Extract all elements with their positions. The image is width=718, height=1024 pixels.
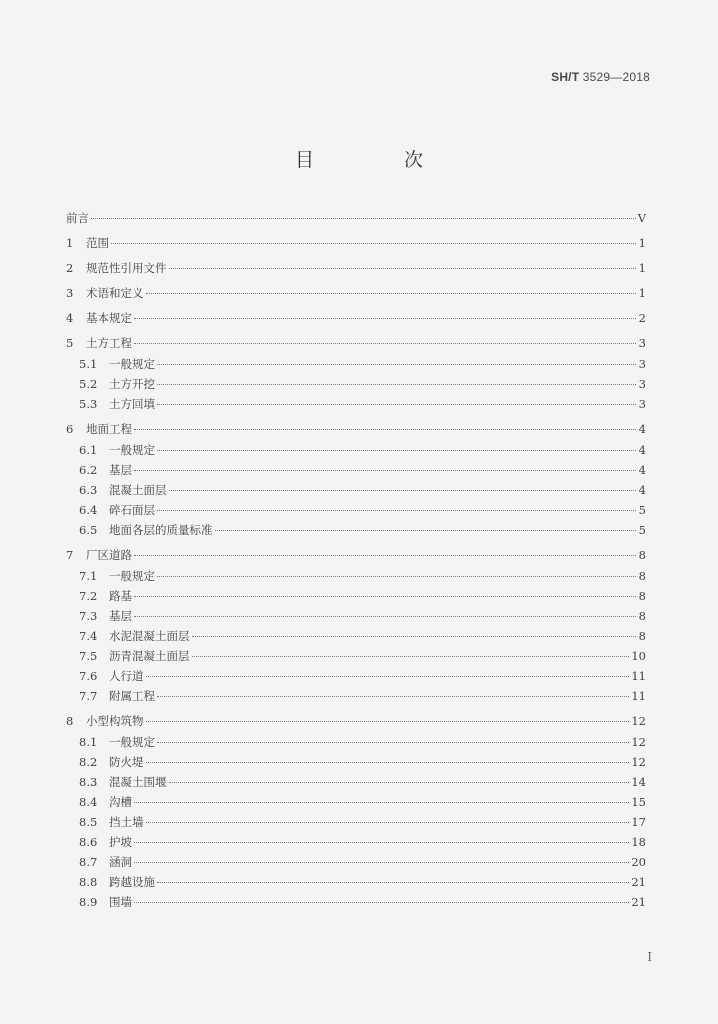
toc-entry-page: 8 — [638, 629, 646, 643]
toc-entry-page: V — [637, 211, 646, 225]
toc-entry-number: 5.2 — [79, 377, 98, 391]
dot-leader — [134, 555, 636, 556]
dot-leader — [134, 842, 629, 843]
toc-entry-page: 12 — [631, 755, 646, 769]
toc-entry[interactable] — [66, 589, 646, 603]
dot-leader — [134, 429, 636, 430]
toc-entry-page: 11 — [631, 669, 646, 683]
toc-entry-page: 8 — [638, 589, 646, 603]
standard-code-prefix: SH/T — [551, 70, 580, 84]
toc-entry-title: 水泥混凝土面层 — [109, 629, 190, 643]
toc-entry[interactable] — [66, 311, 646, 325]
toc-entry[interactable] — [66, 236, 646, 250]
toc-entry[interactable] — [66, 261, 646, 275]
toc-entry[interactable] — [66, 714, 646, 728]
toc-entry-number: 8.5 — [79, 815, 98, 829]
toc-entry-number: 6.4 — [79, 503, 98, 517]
toc-entry[interactable] — [66, 336, 646, 350]
toc-entry-title: 范围 — [86, 236, 109, 250]
toc-entry[interactable] — [66, 895, 646, 909]
dot-leader — [134, 596, 636, 597]
toc-entry-title: 术语和定义 — [86, 286, 144, 300]
toc-entry-page: 2 — [638, 311, 646, 325]
dot-leader — [157, 510, 636, 511]
toc-entry-number: 8.1 — [79, 735, 98, 749]
toc-entry-page: 3 — [638, 397, 646, 411]
toc-entry-title: 一般规定 — [109, 569, 155, 583]
toc-entry-number: 8.2 — [79, 755, 98, 769]
toc-entry[interactable] — [66, 649, 646, 663]
toc-entry-title: 混凝土围堰 — [109, 775, 167, 789]
toc-entry-number: 6.2 — [79, 463, 98, 477]
toc-entry-page: 1 — [638, 286, 646, 300]
toc-entry-page: 20 — [631, 855, 646, 869]
toc-entry-title: 挡土墙 — [109, 815, 144, 829]
toc-entry-title: 沥青混凝土面层 — [109, 649, 190, 663]
toc-entry-page: 10 — [631, 649, 646, 663]
toc-entry[interactable] — [66, 755, 646, 769]
dot-leader — [169, 782, 630, 783]
toc-entry[interactable] — [66, 548, 646, 562]
dot-leader — [157, 450, 636, 451]
toc-entry-number: 6 — [66, 422, 74, 436]
dot-leader — [157, 742, 629, 743]
dot-leader — [146, 822, 630, 823]
toc-entry-page: 4 — [638, 443, 646, 457]
dot-leader — [146, 721, 630, 722]
dot-leader — [157, 576, 636, 577]
toc-entry[interactable] — [66, 795, 646, 809]
toc-entry-number: 8.9 — [79, 895, 98, 909]
toc-entry[interactable] — [66, 397, 646, 411]
toc-entry-number: 4 — [66, 311, 74, 325]
toc-entry[interactable] — [66, 286, 646, 300]
toc-entry-title: 碎石面层 — [109, 503, 155, 517]
dot-leader — [146, 762, 630, 763]
toc-entry-number: 6.5 — [79, 523, 98, 537]
toc-entry-page: 21 — [631, 895, 646, 909]
dot-leader — [134, 802, 629, 803]
dot-leader — [157, 404, 636, 405]
dot-leader — [134, 862, 629, 863]
toc-entry-number: 8.4 — [79, 795, 98, 809]
toc-entry-page: 11 — [631, 689, 646, 703]
toc-entry-number: 7.6 — [79, 669, 98, 683]
toc-entry-title: 路基 — [109, 589, 132, 603]
toc-entry-title: 厂区道路 — [86, 548, 132, 562]
toc-entry-number: 3 — [66, 286, 74, 300]
toc-entry-number: 8.7 — [79, 855, 98, 869]
dot-leader — [192, 636, 637, 637]
toc-entry-number: 7.5 — [79, 649, 98, 663]
toc-entry[interactable] — [66, 875, 646, 889]
toc-entry-number: 6.1 — [79, 443, 98, 457]
dot-leader — [157, 384, 636, 385]
toc-entry-title: 土方开挖 — [109, 377, 155, 391]
dot-leader — [157, 882, 629, 883]
toc-entry-number: 5 — [66, 336, 74, 350]
footer-page-number: I — [647, 950, 652, 964]
toc-entry-title: 跨越设施 — [109, 875, 155, 889]
toc-entry-title: 一般规定 — [109, 357, 155, 371]
standard-code — [551, 70, 650, 84]
dot-leader — [134, 902, 629, 903]
dot-leader — [192, 656, 630, 657]
toc-entry-title: 小型构筑物 — [86, 714, 144, 728]
toc-entry-page: 15 — [631, 795, 646, 809]
toc-entry[interactable] — [66, 569, 646, 583]
toc-entry-page: 4 — [638, 463, 646, 477]
toc-entry-title: 规范性引用文件 — [86, 261, 167, 275]
toc-entry-page: 8 — [638, 548, 646, 562]
toc-entry-page: 3 — [638, 377, 646, 391]
toc-entry-title: 土方工程 — [86, 336, 132, 350]
toc-entry-page: 12 — [631, 714, 646, 728]
toc-entry[interactable] — [66, 669, 646, 683]
toc-entry-title: 沟槽 — [109, 795, 132, 809]
toc-entry[interactable] — [66, 443, 646, 457]
toc-entry-page: 1 — [638, 236, 646, 250]
toc-entry[interactable] — [66, 689, 646, 703]
toc-entry-title: 附属工程 — [109, 689, 155, 703]
toc-entry-page: 8 — [638, 569, 646, 583]
toc-entry-number: 5.3 — [79, 397, 98, 411]
toc-entry-page: 21 — [631, 875, 646, 889]
toc-entry-number: 7 — [66, 548, 74, 562]
toc-entry-page: 4 — [638, 483, 646, 497]
toc-entry[interactable] — [66, 463, 646, 477]
dot-leader — [91, 218, 636, 219]
dot-leader — [157, 364, 636, 365]
toc-entry[interactable] — [66, 815, 646, 829]
toc-entry-page: 3 — [638, 336, 646, 350]
toc-entry-title: 一般规定 — [109, 443, 155, 457]
dot-leader — [134, 318, 636, 319]
toc-entry[interactable] — [66, 609, 646, 623]
toc-entry-page: 4 — [638, 422, 646, 436]
toc-entry-page: 14 — [631, 775, 646, 789]
toc-entry-number: 7.4 — [79, 629, 98, 643]
toc-entry-title: 基本规定 — [86, 311, 132, 325]
toc-entry-title: 护坡 — [109, 835, 132, 849]
toc-entry-page: 18 — [631, 835, 646, 849]
toc-entry-title: 围墙 — [109, 895, 132, 909]
toc-entry-title: 涵洞 — [109, 855, 132, 869]
toc-entry-page: 3 — [638, 357, 646, 371]
toc-entry-title: 一般规定 — [109, 735, 155, 749]
page-title: 目 次 — [294, 149, 466, 171]
dot-leader — [169, 268, 637, 269]
toc-entry-number: 7.7 — [79, 689, 98, 703]
dot-leader — [111, 243, 636, 244]
dot-leader — [134, 343, 636, 344]
toc-entry[interactable] — [66, 855, 646, 869]
toc-entry-title: 地面工程 — [86, 422, 132, 436]
dot-leader — [134, 470, 636, 471]
toc-entry[interactable] — [66, 629, 646, 643]
toc-entry[interactable] — [66, 377, 646, 391]
toc-entry-page: 5 — [638, 523, 646, 537]
toc-entry-number: 8.8 — [79, 875, 98, 889]
toc-entry-page: 1 — [638, 261, 646, 275]
toc-entry[interactable] — [66, 483, 646, 497]
toc-entry[interactable] — [66, 422, 646, 436]
toc-entry-number: 7.3 — [79, 609, 98, 623]
toc-entry-number: 6.3 — [79, 483, 98, 497]
toc-entry-title: 混凝土面层 — [109, 483, 167, 497]
toc-entry-number: 5.1 — [79, 357, 98, 371]
toc-entry-number: 1 — [66, 236, 74, 250]
dot-leader — [146, 293, 637, 294]
toc-entry[interactable] — [66, 775, 646, 789]
dot-leader — [215, 530, 637, 531]
toc-entry-title: 基层 — [109, 609, 132, 623]
toc-entry-title: 地面各层的质量标准 — [109, 523, 213, 537]
dot-leader — [134, 616, 636, 617]
dot-leader — [169, 490, 637, 491]
toc-entry-title: 防火堤 — [109, 755, 144, 769]
toc-entry[interactable] — [66, 735, 646, 749]
toc-entry[interactable] — [66, 357, 646, 371]
toc-entry-number: 7.2 — [79, 589, 98, 603]
dot-leader — [157, 696, 629, 697]
toc-entry-page: 5 — [638, 503, 646, 517]
toc-entry-number: 7.1 — [79, 569, 98, 583]
standard-code-number: 3529—2018 — [582, 70, 650, 84]
toc-entry-title: 土方回填 — [109, 397, 155, 411]
toc-entry-number: 8 — [66, 714, 74, 728]
toc-entry[interactable] — [66, 503, 646, 517]
dot-leader — [146, 676, 630, 677]
toc-entry[interactable] — [66, 523, 646, 537]
toc-entry[interactable] — [66, 835, 646, 849]
toc-entry-number: 8.6 — [79, 835, 98, 849]
toc-entry-number: 2 — [66, 261, 74, 275]
toc-entry-page: 17 — [631, 815, 646, 829]
toc-entry[interactable] — [66, 211, 646, 225]
toc-entry-title: 基层 — [109, 463, 132, 477]
toc-entry-title: 前言 — [66, 211, 89, 225]
toc-entry-title: 人行道 — [109, 669, 144, 683]
toc-entry-page: 12 — [631, 735, 646, 749]
toc-entry-number: 8.3 — [79, 775, 98, 789]
toc-entry-page: 8 — [638, 609, 646, 623]
